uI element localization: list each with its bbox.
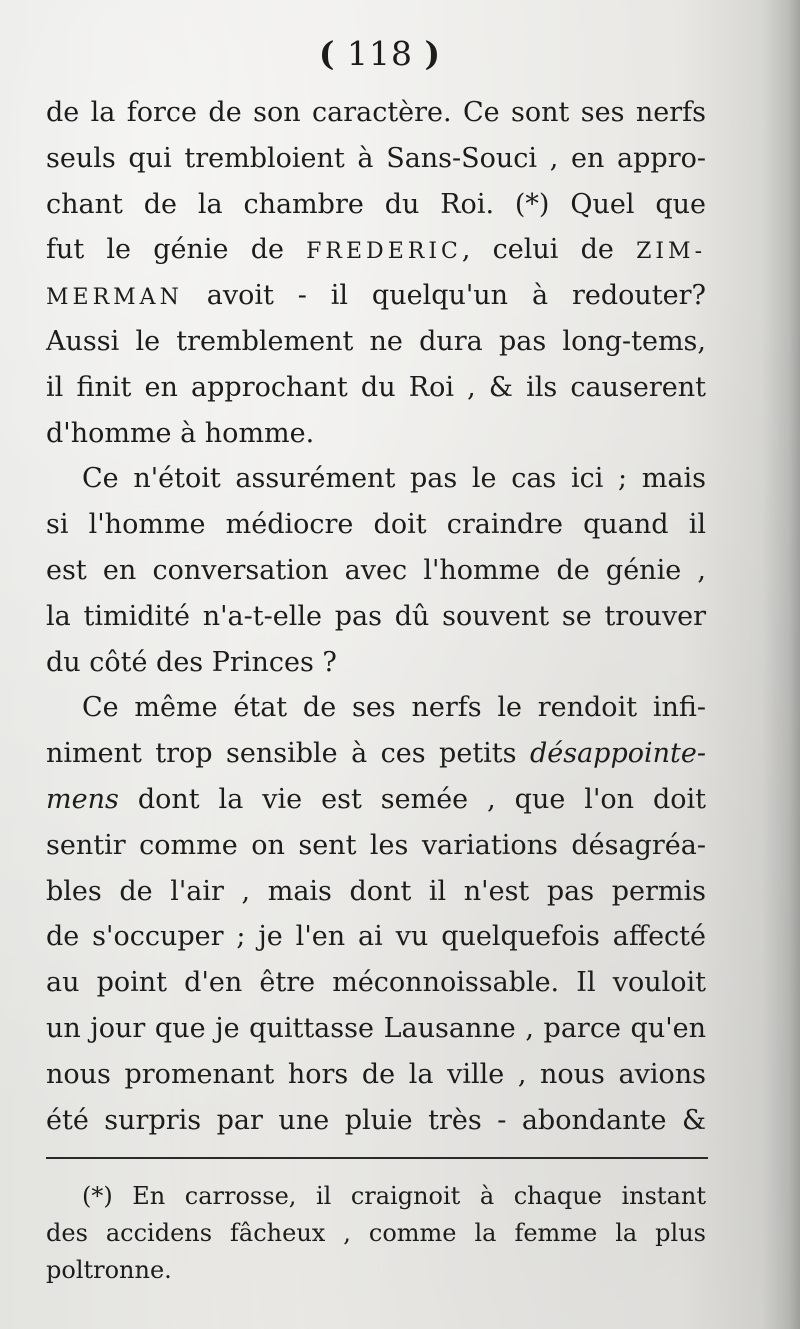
- page-number: [0, 34, 760, 73]
- text-line: d'homme à homme.: [46, 417, 315, 449]
- italic-word: désappointe-: [529, 738, 706, 770]
- text-line: de la force de son caractère. Ce sont ses nerfs: [46, 97, 706, 128]
- text-fragment: avoit - il quelqu'un à redouter?: [206, 280, 706, 312]
- binding-shadow: [762, 0, 800, 1329]
- text-line: Aussi le tremblement ne dura pas long-tems,: [46, 325, 706, 357]
- footnote-line: des accidens fâcheux , comme la femme la plus: [46, 1219, 706, 1247]
- text-line: un jour que je quittasse Lausanne , parce qu'en: [46, 1012, 706, 1044]
- italic-word: mens: [46, 783, 119, 815]
- footnote-rule: [46, 1157, 708, 1159]
- name-zimmerman-part1: ZIM-: [636, 239, 706, 265]
- text-line: seuls qui trembloient à Sans-Souci , en appro-: [46, 142, 706, 174]
- text-line: été surpris par une pluie très - abondante &: [46, 1104, 706, 1136]
- text-line: [46, 777, 706, 823]
- text-line: au point d'en être méconnoissable. Il vouloit: [46, 967, 706, 999]
- page-number-close-paren: ): [424, 34, 442, 73]
- text-line: nous promenant hors de la ville , nous avions: [46, 1058, 706, 1090]
- text-line: bles de l'air , mais dont il n'est pas permis: [46, 875, 706, 907]
- page-number-value: 118: [347, 34, 413, 73]
- text-line: [46, 273, 706, 319]
- text-fragment: , celui de: [461, 234, 614, 266]
- text-line: chant de la chambre du Roi. (*) Quel que: [46, 188, 706, 220]
- text-line: il finit en approchant du Roi , & ils causerent: [46, 371, 706, 403]
- text-fragment: fut le génie de: [46, 234, 284, 266]
- text-line: [46, 731, 706, 777]
- footnote-line: (*) En carrosse, il craignoit à chaque instant: [82, 1182, 706, 1210]
- text-line: Ce même état de ses nerfs le rendoit infi-: [82, 692, 706, 724]
- text-line: [46, 227, 706, 273]
- text-line: Ce n'étoit assurément pas le cas ici ; mais: [82, 463, 706, 495]
- page-number-open-paren: (: [318, 34, 336, 73]
- text-line: la timidité n'a-t-elle pas dû souvent se trouver: [46, 600, 706, 632]
- text-fragment: niment trop sensible à ces petits: [46, 738, 517, 770]
- text-line: du côté des Princes ?: [46, 646, 337, 678]
- body-text: [46, 90, 706, 1143]
- name-frederic: FREDERIC: [306, 239, 462, 265]
- footnote: [46, 1178, 706, 1289]
- text-line: si l'homme médiocre doit craindre quand il: [46, 509, 706, 541]
- text-line: est en conversation avec l'homme de génie ,: [46, 554, 706, 586]
- text-line: sentir comme on sent les variations désagréa-: [46, 829, 706, 861]
- footnote-line: poltronne.: [46, 1256, 172, 1284]
- text-line: de s'occuper ; je l'en ai vu quelquefois affecté: [46, 921, 706, 953]
- text-fragment: dont la vie est semée , que l'on doit: [137, 783, 707, 815]
- name-zimmerman-part2: MERMAN: [46, 285, 183, 311]
